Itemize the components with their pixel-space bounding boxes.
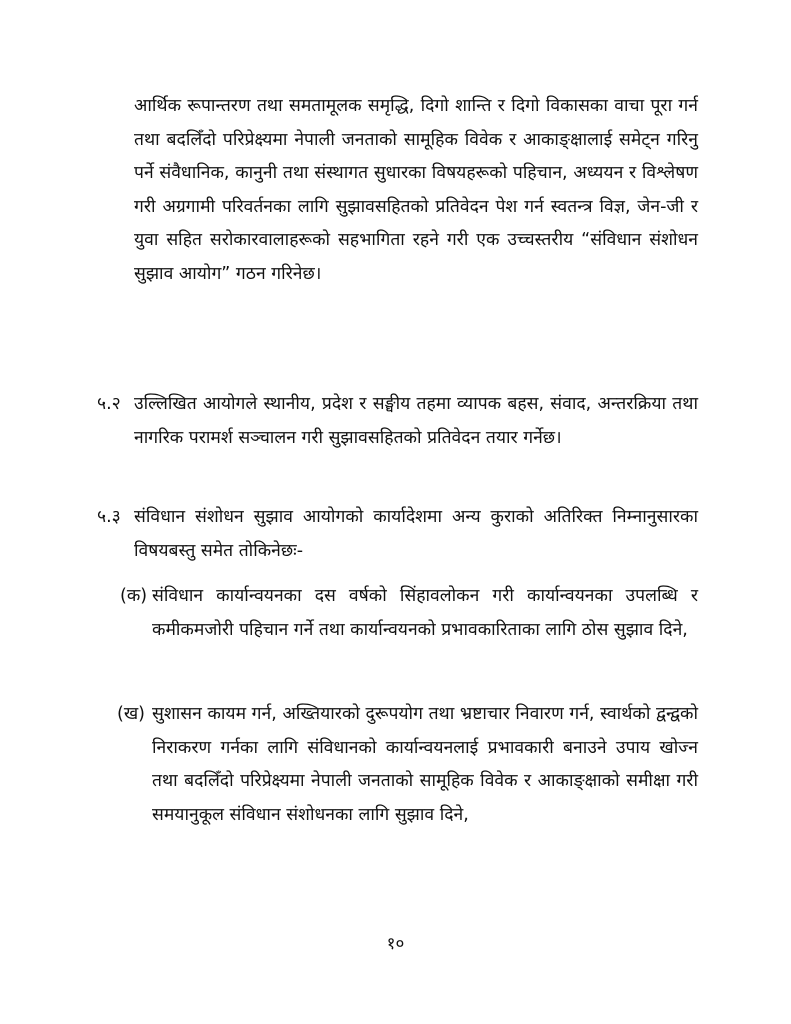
clause-5-2-text: उल्लिखित आयोगले स्थानीय, प्रदेश र सङ्घीय तहमा व्यापक बहस, संवाद, अन्तरक्रिया तथा नागरिक परामर्श सञ्चालन गरी सुझावसहितको प्रतिवेदन तयार गर्नेछ। [134,394,698,448]
intro-paragraph: आर्थिक रूपान्तरण तथा समतामूलक समृद्धि, दिगो शान्ति र दिगो विकासका वाचा पूरा गर्न तथा बदलिँदो परिप्रेक्ष्यमा नेपाली जनताको सामूहिक विवेक र आकाङ्क्षालाई समेट्न गरिनु पर्ने संवैधानिक, कानुनी तथा संस्थागत सुधारका विषयहरूको पहिचान, अध्ययन र विश्लेषण गरी अग्रगामी परिवर्तनका लागि सुझावसहितको प्रतिवेदन पेश गर्न स्वतन्त्र विज्ञ, जेन-जी र युवा सहित सरोकारवालाहरूको सहभागिता रहने गरी एक उच्चस्तरीय “संविधान संशोधन सुझाव आयोग” गठन गरिनेछ। [134,96,698,284]
clause-5-3-number: ५.३ [97,507,121,527]
sub-item-ka-text: संविधान कार्यान्वयनका दस वर्षको सिंहावलोकन गरी कार्यान्वयनका उपलब्धि र कमीकमजोरी पहिचान गर्ने तथा कार्यान्वयनको प्रभावकारिताका लागि ठोस सुझाव दिने, [152,586,698,640]
page-number: १० [386,934,405,954]
clause-5-2-number: ५.२ [97,394,121,414]
clause-5-3-text: संविधान संशोधन सुझाव आयोगको कार्यादेशमा अन्य कुराको अतिरिक्त निम्नानुसारका विषयबस्तु समेत तोकिनेछः- [134,507,698,561]
sub-item-kha-label: (ख) [117,704,145,724]
sub-item-kha-text: सुशासन कायम गर्न, अख्तियारको दुरूपयोग तथा भ्रष्टाचार निवारण गर्न, स्वार्थको द्वन्द्वको निराकरण गर्नका लागि संविधानको कार्यान्वयनलाई प्रभावकारी बनाउने उपाय खोज्न तथा बदलिँदो परिप्रेक्ष्यमा नेपाली जनताको सामूहिक विवेक र आकाङ्क्षाको समीक्षा गरी समयानुकूल संविधान संशोधनका लागि सुझाव दिने, [152,704,698,825]
sub-item-ka-label: (क) [120,586,148,606]
